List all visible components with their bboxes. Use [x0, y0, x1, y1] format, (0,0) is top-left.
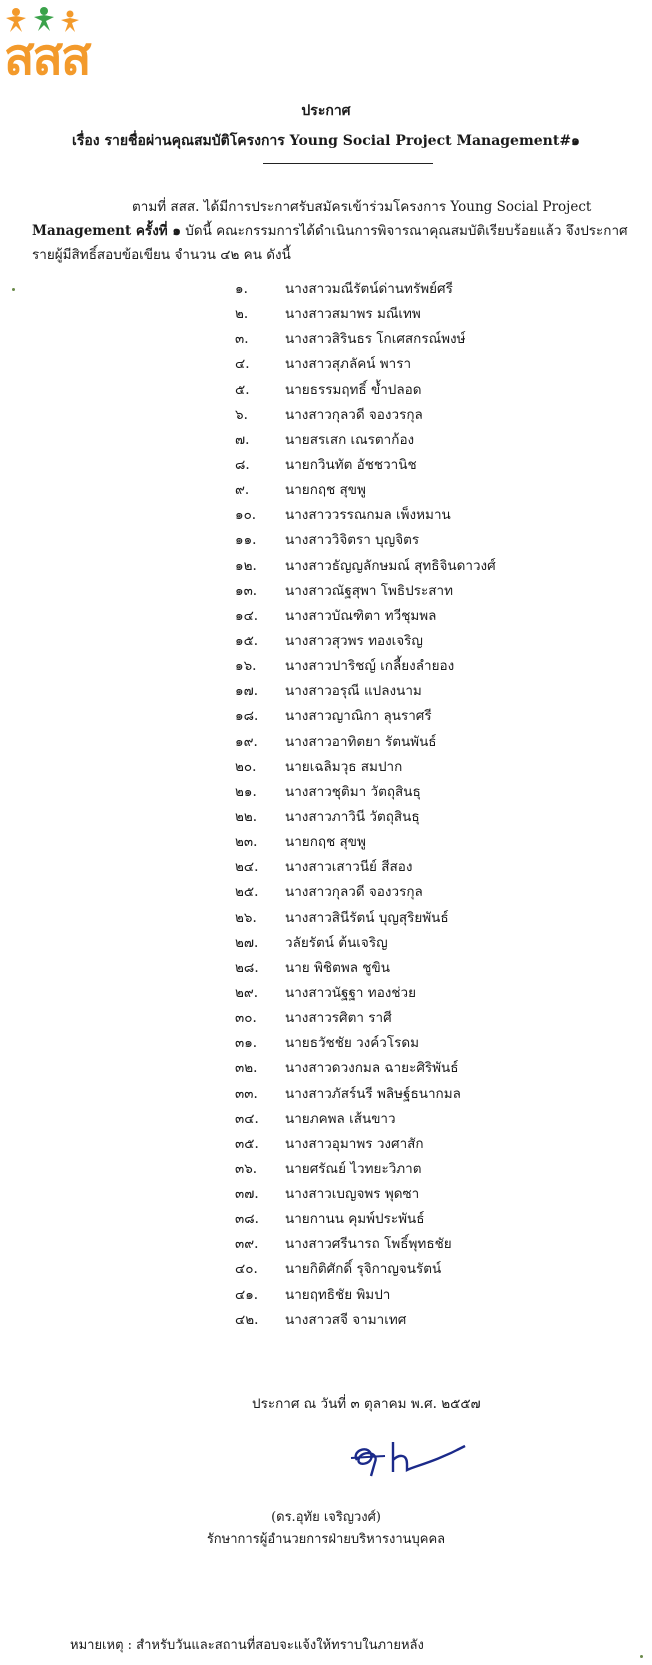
candidate-row [235, 1031, 635, 1056]
candidate-name: นายเฉลิมวุธ สมปาก [285, 758, 403, 775]
candidate-name: นางสาวณัฐสุพา โพธิประสาท [285, 582, 453, 599]
candidate-row [235, 428, 635, 453]
candidate-number: ๒๕. [235, 884, 259, 901]
candidate-name: นางสาววิจิตรา บุญจิตร [285, 532, 420, 549]
candidate-name: นายกิติศักดิ์ รุจิกาญจนรัตน์ [285, 1261, 442, 1278]
candidate-row [235, 1182, 635, 1207]
candidate-row [235, 302, 635, 327]
candidate-name: นางสาวสจี จามาเทศ [285, 1311, 407, 1328]
candidate-name: นางสาวภาวินี วัตถุสินธุ [285, 808, 420, 825]
candidate-number: ๓๙. [235, 1236, 259, 1253]
signature-image [345, 1432, 495, 1492]
candidate-row [235, 1082, 635, 1107]
candidate-name: นางสาวปาริชญ์ เกลี้ยงลำยอง [285, 658, 455, 675]
candidate-row [235, 830, 635, 855]
candidate-row [235, 1207, 635, 1232]
candidate-number: ๓๘. [235, 1211, 259, 1228]
candidate-number: ๒๖. [235, 909, 257, 926]
candidate-number: ๒. [235, 306, 249, 323]
candidate-row [235, 579, 635, 604]
candidate-name: นางสาวญาณิกา ลุนราศรี [285, 708, 432, 725]
candidate-number: ๒๓. [235, 834, 258, 851]
scan-speck [640, 1655, 643, 1658]
candidate-row [235, 503, 635, 528]
candidate-row [235, 981, 635, 1006]
candidate-number: ๔๑. [235, 1286, 259, 1303]
candidate-number: ๘. [235, 456, 250, 473]
candidate-name: นางสาวกุลวดี จองวรกุล [285, 884, 423, 901]
candidate-number: ๓๖. [235, 1160, 258, 1177]
candidate-number: ๓. [235, 331, 249, 348]
candidate-number: ๖. [235, 406, 248, 423]
candidate-name: นางสาววรรณกมล เพ็งหมาน [285, 507, 451, 524]
candidate-number: ๒๔. [235, 859, 259, 876]
candidate-number: ๑๙. [235, 733, 258, 750]
candidate-number: ๓๑. [235, 1035, 258, 1052]
candidate-row [235, 403, 635, 428]
intro-line-2-rest: บัดนี้ คณะกรรมการได้ดำเนินการพิจารณาคุณสมบัติเรียบร้อยแล้ว จึงประกาศ [180, 223, 628, 239]
candidate-row [235, 1132, 635, 1157]
candidate-name: นายธรรมฤทธิ์ ข้ำปลอด [285, 381, 422, 398]
candidate-row [235, 755, 635, 780]
candidate-number: ๑๑. [235, 532, 257, 549]
candidate-number: ๓๒. [235, 1060, 258, 1077]
candidate-name: นายกวินทัต อัชชวานิช [285, 456, 417, 473]
announce-date: ประกาศ ณ วันที่ ๓ ตุลาคม พ.ศ. ๒๕๕๗ [252, 1396, 481, 1412]
candidate-row [235, 1056, 635, 1081]
candidate-row [235, 352, 635, 377]
candidate-row [235, 780, 635, 805]
intro-line-1: ตามที่ สสส. ได้มีการประกาศรับสมัครเข้าร่วมโครงการ Young Social Project [132, 199, 592, 215]
candidate-number: ๓๓. [235, 1085, 258, 1102]
announcement-subject: เรื่อง รายชื่อผ่านคุณสมบัติโครงการ Young Social Project Management#๑ [72, 133, 580, 149]
project-name: Management ครั้งที่ ๑ [32, 223, 181, 239]
candidate-row [235, 453, 635, 478]
candidate-name: นาย พิชิตพล ชูขิน [285, 959, 390, 976]
candidate-row [235, 1006, 635, 1031]
candidate-name: นายสรเสก เณรตาก้อง [285, 431, 415, 448]
candidate-row [235, 1157, 635, 1182]
candidate-name: นางสาวอาทิตยา รัตนพันธ์ [285, 733, 437, 750]
intro-paragraph [32, 195, 642, 267]
candidate-row [235, 1283, 635, 1308]
candidate-number: ๒๒. [235, 808, 258, 825]
candidate-number: ๑๓. [235, 582, 258, 599]
candidate-name: นายกฤช สุขพู [285, 834, 366, 851]
candidate-number: ๗. [235, 431, 250, 448]
candidate-number: ๒๗. [235, 934, 259, 951]
candidate-name: นางสาวสินีรัตน์ บุญสุริยพันธ์ [285, 909, 449, 926]
candidate-number: ๔. [235, 356, 250, 373]
candidate-row [235, 629, 635, 654]
candidate-number: ๓๐. [235, 1010, 257, 1027]
header-divider [263, 163, 433, 164]
candidate-row [235, 1308, 635, 1333]
candidate-row [235, 906, 635, 931]
candidate-name: นายศรัณย์ ไวทยะวิภาต [285, 1160, 422, 1177]
candidate-row [235, 654, 635, 679]
candidate-name: นายภคพล เส้นขาว [285, 1110, 396, 1127]
candidate-name: วลัยรัตน์ ต้นเจริญ [285, 934, 388, 951]
candidate-number: ๑๔. [235, 607, 259, 624]
candidate-list [235, 277, 635, 1333]
candidate-number: ๓๕. [235, 1135, 259, 1152]
logo-text: สสส [4, 28, 90, 86]
candidate-name: นางสาวกุลวดี จองวรกุล [285, 406, 423, 423]
candidate-name: นางสาวสิรินธร โกเศสกรณ์พงษ์ [285, 331, 466, 348]
candidate-row [235, 1257, 635, 1282]
candidate-row [235, 327, 635, 352]
candidate-number: ๑๕. [235, 632, 259, 649]
candidate-row [235, 1107, 635, 1132]
candidate-name: นางสาวดวงกมล ฉายะศิริพันธ์ [285, 1060, 459, 1077]
candidate-number: ๒๙. [235, 984, 259, 1001]
candidate-row [235, 554, 635, 579]
candidate-name: นายกฤช สุขพู [285, 482, 366, 499]
candidate-number: ๙. [235, 482, 250, 499]
candidate-row [235, 730, 635, 755]
candidate-row [235, 679, 635, 704]
candidate-name: นางสาวศรีนารถ โพธิ์พุทธชัย [285, 1236, 452, 1253]
candidate-number: ๓๗. [235, 1186, 259, 1203]
candidate-row [235, 855, 635, 880]
candidate-name: นายกานน คุมพ์ประพันธ์ [285, 1211, 425, 1228]
candidate-number: ๔๐. [235, 1261, 258, 1278]
candidate-row [235, 277, 635, 302]
candidate-number: ๑๐. [235, 507, 257, 524]
candidate-number: ๑๖. [235, 658, 257, 675]
candidate-number: ๓๔. [235, 1110, 259, 1127]
candidate-number: ๒๑. [235, 783, 257, 800]
candidate-name: นางสาวอรุณี แปลงนาม [285, 683, 422, 700]
intro-line-2 [32, 223, 628, 239]
candidate-row [235, 478, 635, 503]
candidate-name: นางสาวรศิตา ราศี [285, 1010, 392, 1027]
candidate-name: นางสาวสุวพร ทองเจริญ [285, 632, 423, 649]
candidate-number: ๒๘. [235, 959, 259, 976]
sss-logo [4, 6, 132, 84]
candidate-name: นางสาวสุภลัคน์ พารา [285, 356, 412, 373]
candidate-name: นางสาวสมาพร มณีเทพ [285, 306, 421, 323]
signer-name: (ดร.อุทัย เจริญวงศ์) [271, 1510, 381, 1525]
candidate-name: นางสาวนัฐฐา ทองช่วย [285, 984, 417, 1001]
candidate-number: ๑๗. [235, 683, 259, 700]
candidate-row [235, 805, 635, 830]
candidate-row [235, 956, 635, 981]
candidate-row [235, 528, 635, 553]
candidate-row [235, 1232, 635, 1257]
candidate-row [235, 604, 635, 629]
candidate-number: ๔๒. [235, 1311, 259, 1328]
candidate-name: นางสาวมณีรัตน์ด่านทรัพย์ศรี [285, 281, 453, 297]
candidate-number: ๑๘. [235, 708, 259, 725]
candidate-name: นางสาวเบญจพร พุดซา [285, 1186, 420, 1203]
candidate-number: ๑. [235, 281, 248, 297]
candidate-row [235, 931, 635, 956]
candidate-number: ๕. [235, 381, 250, 398]
candidate-name: นายฤทธิชัย พิมปา [285, 1286, 391, 1303]
footnote: หมายเหตุ : สำหรับวันและสถานที่สอบจะแจ้งให้ทราบในภายหลัง [70, 1638, 424, 1653]
candidate-name: นางสาวเสาวนีย์ สีสอง [285, 859, 413, 876]
candidate-name: นางสาวบัณฑิตา ทวีชุมพล [285, 607, 437, 624]
signer-title: รักษาการผู้อำนวยการฝ่ายบริหารงานบุคคล [206, 1532, 446, 1547]
candidate-number: ๒๐. [235, 758, 257, 775]
candidate-row [235, 378, 635, 403]
candidate-row [235, 704, 635, 729]
candidate-row [235, 880, 635, 905]
candidate-name: นายธวัชชัย วงค์วโรดม [285, 1035, 420, 1052]
candidate-name: นางสาวภัสร์นรี พลิษฐ์ธนากมล [285, 1085, 461, 1102]
page-title: ประกาศ [301, 103, 351, 119]
intro-line-3: รายผู้มีสิทธิ์สอบข้อเขียน จำนวน ๔๒ คน ดังนี้ [32, 247, 291, 263]
candidate-name: นางสาวธัญญลักษมณ์ สุทธิจินดาวงศ์ [285, 557, 496, 574]
candidate-name: นางสาวอุมาพร วงศาสัก [285, 1135, 424, 1152]
candidate-number: ๑๒. [235, 557, 257, 574]
candidate-name: นางสาวชุติมา วัตถุสินธุ [285, 783, 421, 800]
scan-speck [12, 288, 15, 291]
